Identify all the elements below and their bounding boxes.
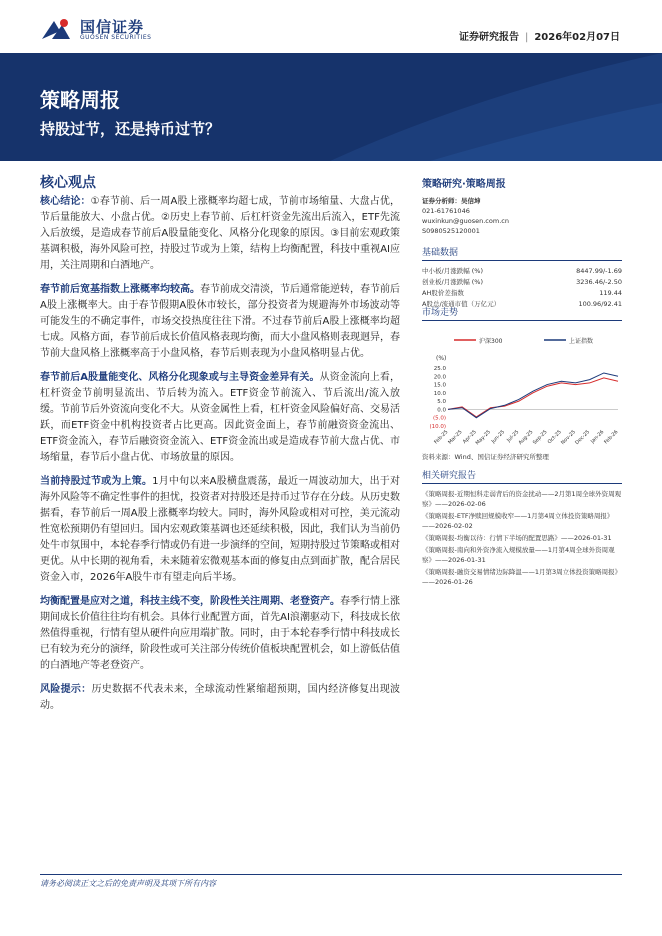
data-row [422,277,622,288]
analyst-email[interactable]: wuxinkun@guosen.com.cn [422,217,509,225]
x-tick-label: Feb-26 [603,429,620,446]
data-label: 中小板/月涨跌幅 (%) [422,267,484,275]
paragraph-lead: 春节前后A股量能变化、风格分化现象或与主导资金差异有关。 [40,372,320,383]
paragraph-lead: 均衡配置是应对之道，科技主线不变，阶段性关注周期、老登资产。 [40,596,340,607]
paragraph [40,194,400,274]
y-axis-label: (%) [436,355,447,362]
series-line [448,373,618,418]
legend-label: 上证指数 [569,338,594,345]
x-tick-label: Feb-25 [433,429,450,446]
x-tick-label: Jan-26 [589,429,606,445]
analyst-phone: 021-61761046 [422,207,470,215]
data-row [422,288,622,299]
analyst-block [422,196,622,236]
logo-text-cn: 国信证券 [80,18,145,36]
x-tick-label: Jun-25 [490,429,507,445]
y-tick-label: (10.0) [429,424,446,430]
paragraph-body: 从资金流向上看，杠杆资金节前明显流出、节后转为流入。ETF资金节前流入、节后流出/流入放缓。节前节后外资流向变化不大。从资金属性上看，杠杆资金风险偏好高、交易活跃，而ETF资金中机构投资者占比更高。因此资金面上，春节前融资资金流出、ETF资金流入，春节后融资资金流入、ETF资金流出或是造成春节前大盘占优、市场缩量，春节后小盘占优、市场放量的原因。 [40,372,400,463]
report-date: 2026年02月07日 [534,32,620,43]
related-research [422,468,622,589]
series-line [448,378,618,417]
x-tick-label: Mar-25 [447,429,464,446]
paragraph-lead: 春节前后宽基指数上涨概率均较高。 [40,284,200,295]
x-tick-label: Sep-25 [531,429,549,446]
data-value: 100.96/92.41 [578,300,622,308]
x-tick-label: Dec-25 [574,429,592,447]
paragraph-body: 春季行情上涨期间成长价值往往均有机会。具体行业配置方面，首先AI浪潮驱动下，科技成长依然值得重视，行情有望从硬件向应用端扩散。同时，由于本轮春季行情中科技成长已有较为充分的演绎，阶段性或可关注部分传统价值板块配置机会，如上游低估值的白酒地产等老登资产。 [40,596,400,671]
paragraph [40,370,400,466]
paragraph-body: 1月中旬以来A股横盘震荡，最近一周波动加大，出于对海外风险等不确定性事件的担忧，投资者对持股还是持币过节存在分歧。从历史数据看，春节前后一周A股上涨概率均较大。同时，海外风险或相对可控，美元流动性宽松预期仍有望回归。国内宏观政策基调也还延续积极，因此，我们认为当前仍处牛市氛围中，本轮春季行情或仍有进一步演绎的空间，短期持股过节策略或相对更优。从中长期的视角看，未来随着宏微观基本面的修复由点到面扩散，配合居民资金入市，2026年A股牛市有望走向后半场。 [40,476,401,583]
data-row [422,266,622,277]
related-item[interactable] [422,533,622,543]
core-views [40,194,400,722]
related-item[interactable] [422,489,622,509]
related-item-title: 《策略周报-ETF净赎回规模收窄——1月第4周立体投资策略周报》 [422,512,614,520]
basic-data-title: 基础数据 [422,245,622,261]
related-item[interactable] [422,545,622,565]
analyst-label: 证券分析师： [422,197,461,205]
x-tick-label: Oct-25 [546,429,563,446]
trend-title: 市场走势 [422,305,622,321]
data-label: A股总/流通市值（万亿元） [422,300,501,308]
related-item-date: ——2026-01-31 [435,556,486,564]
category-label: 策略研究·策略周报 [422,179,506,190]
paragraph [40,594,400,674]
footer-disclaimer: 请务必阅读正文之后的免责声明及其项下所有内容 [40,879,216,888]
related-item[interactable] [422,567,622,587]
footer-divider [40,874,622,875]
related-item-date: ——2026-01-31 [560,534,612,542]
data-value: 8447.99/-1.69 [576,267,622,275]
paragraph-body: 春节前成交清淡，节后通常能逆转，春节前后A股上涨概率大。由于春节假期A股休市较长，部分投资者为规避海外市场波动等可能发生的不确定事件，市场交投热度往往下滑。不过春节前后A股上涨概率均超七成。风格方面，春节前后成长价值风格表现均衡，而大小盘风格则表现迥异，春节前大盘风格上涨概率高于小盘风格，春节后则表现为小盘风格明显占优。 [40,284,400,359]
section-title: 核心观点 [40,175,96,191]
report-subtitle: 持股过节，还是持币过节？ [40,120,221,138]
report-type: 证券研究报告 [458,32,519,43]
related-item-date: ——2026-02-02 [422,522,473,530]
related-item-title: 《策略周报-近期恒科走弱背后的资金扰动——2月第1周全球外资周观察》 [422,490,622,508]
analyst-license: S0980525120001 [422,227,480,235]
trend-title-block [422,305,622,321]
related-item-title: 《策略周报-均衡以待：行情下半场的配置思路》 [422,534,561,542]
data-value: 3236.46/-2.50 [576,278,622,286]
y-tick-label: 10.0 [433,390,446,397]
y-tick-label: (5.0) [432,415,446,422]
data-value: 119.44 [599,289,622,297]
guosen-logo-icon [40,17,72,43]
x-tick-label: Nov-25 [560,429,577,446]
paragraph-lead: 当前持股过节或为上策。 [40,476,153,487]
analyst-line [422,196,622,206]
logo-text-en: GUOSEN SECURITIES [80,34,152,41]
sidebar-category [422,175,622,190]
chart-source: 资料来源：Wind、国信证券经济研究所整理 [422,453,549,461]
x-tick-label: May-25 [474,429,492,447]
y-tick-label: 20.0 [433,374,446,381]
market-trend-chart [422,330,622,450]
paragraph-lead: 风险提示： [40,684,92,695]
paragraph [40,474,400,586]
x-tick-label: Aug-25 [517,429,535,447]
y-tick-label: 15.0 [433,382,446,389]
related-title: 相关研究报告 [422,468,622,484]
data-label: AH股价差指数 [422,289,464,297]
report-meta: 证券研究报告 | 2026年02月07日 [458,32,620,43]
paragraph [40,682,400,714]
report-title: 策略周报 [40,88,120,112]
y-tick-label: 0.0 [437,407,446,414]
related-item[interactable] [422,511,622,531]
paragraph-body: 历史数据不代表未来，全球流动性紧缩超预期，国内经济修复出现波动。 [40,684,401,711]
y-tick-label: 5.0 [437,399,446,406]
legend-label: 沪深300 [479,338,503,345]
x-tick-label: Apr-25 [461,429,478,446]
related-item-date: ——2026-02-06 [435,500,486,508]
related-item-title: 《策略周报-融资交易情绪边际降温——1月第3周立体投资策略周报》 [422,568,622,576]
related-item-date: ——2026-01-26 [422,578,473,586]
related-item-title: 《策略周报-南向和外资净流入规模放量——1月第4周全球外资周观察》 [422,546,615,564]
data-label: 创业板/月涨跌幅 (%) [422,278,484,286]
x-tick-label: Jul-25 [505,429,521,444]
paragraph-lead: 核心结论： [40,196,91,207]
paragraph-body: ①春节前、后一周A股上涨概率均超七成，节前市场缩量、大盘占优，节后量能放大、小盘占优。②历史上春节前、后杠杆资金先流出后流入，ETF先流入后放缓，是造成春节前后A股量能变化、风格分化现象的原因。③目前宏观政策基调积极，海外风险可控，持股过节或为上策，结构上均衡配置，科技中重视AI应用，关注周期和白酒地产。 [40,196,401,271]
analyst-name: 吴信坤 [461,197,481,205]
y-tick-label: 25.0 [433,366,446,372]
paragraph [40,282,400,362]
basic-data [422,245,622,310]
